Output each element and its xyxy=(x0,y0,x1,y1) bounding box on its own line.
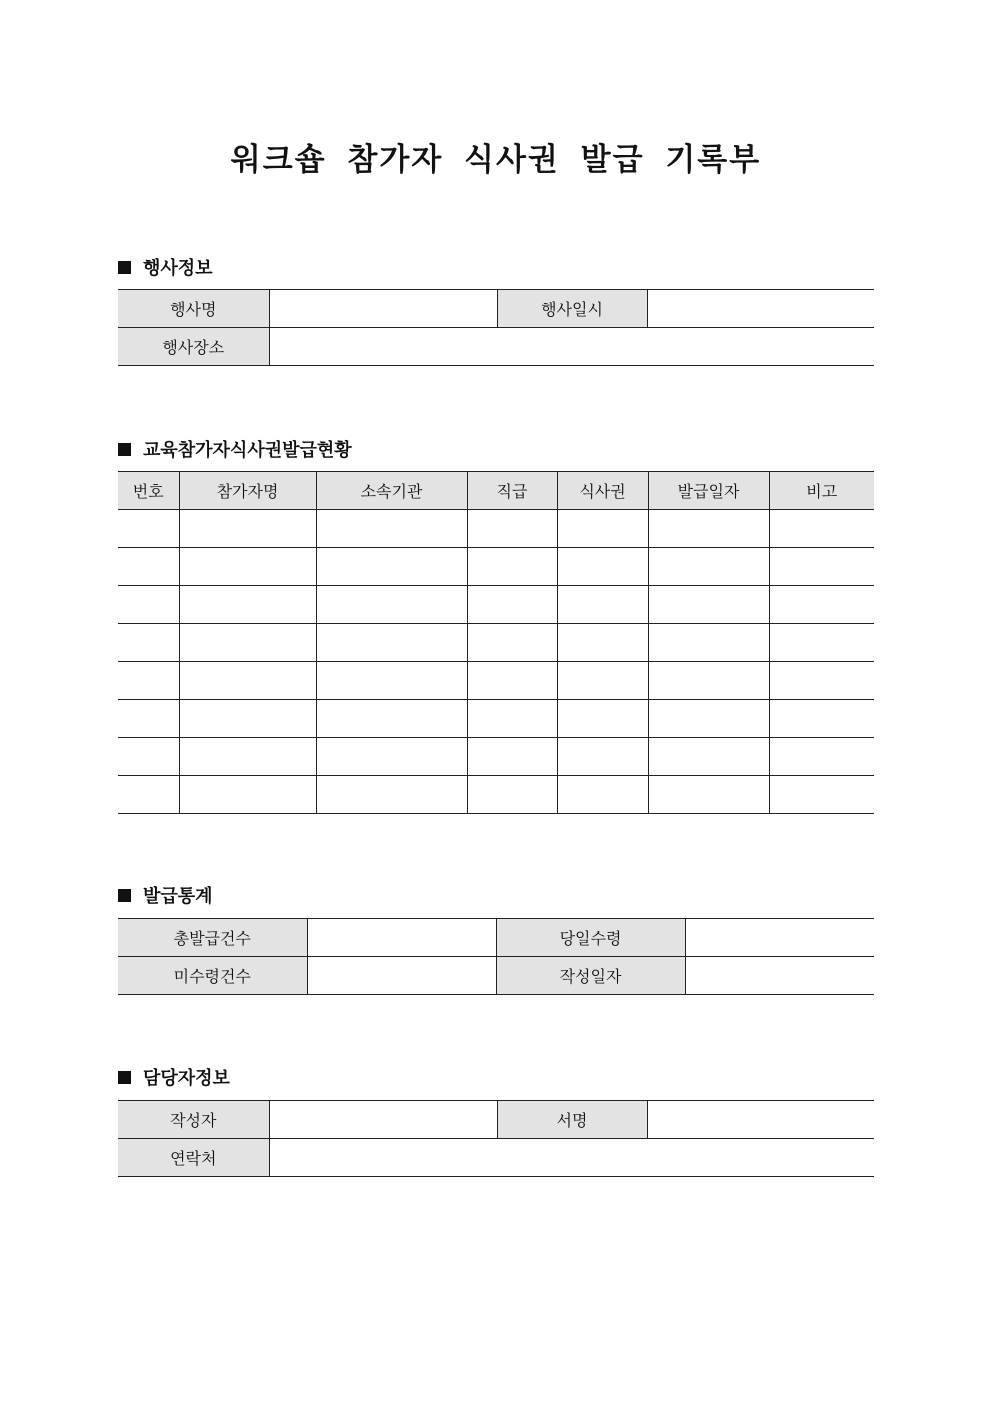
cell-participant-name[interactable] xyxy=(179,586,316,624)
section-heading-label: 발급통계 xyxy=(143,886,213,907)
column-header-participant-name: 참가자명 xyxy=(179,472,316,510)
cell-rank[interactable] xyxy=(467,662,557,700)
cell-participant-name[interactable] xyxy=(179,776,316,814)
page-title: 워크숍 참가자 식사권 발급 기록부 xyxy=(230,142,762,178)
cell-meal-ticket[interactable] xyxy=(557,776,648,814)
author-label: 작성자 xyxy=(118,1101,269,1139)
cell-number[interactable] xyxy=(118,548,179,586)
cell-number[interactable] xyxy=(118,662,179,700)
column-header-issue-date: 발급일자 xyxy=(648,472,769,510)
event-info-table xyxy=(118,289,874,366)
cell-number[interactable] xyxy=(118,776,179,814)
column-header-organization: 소속기관 xyxy=(316,472,467,510)
cell-remarks[interactable] xyxy=(769,548,874,586)
cell-remarks[interactable] xyxy=(769,662,874,700)
section-heading-issuance-status xyxy=(118,436,352,462)
author-field[interactable] xyxy=(269,1101,497,1139)
square-bullet-icon xyxy=(118,443,131,456)
cell-organization[interactable] xyxy=(316,662,467,700)
signature-field[interactable] xyxy=(647,1101,874,1139)
event-place-label: 행사장소 xyxy=(118,328,269,366)
section-heading-manager-info xyxy=(118,1064,230,1090)
event-datetime-label: 행사일시 xyxy=(497,290,647,328)
event-datetime-field[interactable] xyxy=(647,290,874,328)
cell-issue-date[interactable] xyxy=(648,624,769,662)
column-header-rank: 직급 xyxy=(467,472,557,510)
table-row xyxy=(118,510,874,548)
cell-number[interactable] xyxy=(118,700,179,738)
section-heading-statistics xyxy=(118,882,213,908)
cell-issue-date[interactable] xyxy=(648,700,769,738)
total-issued-field[interactable] xyxy=(307,919,496,957)
cell-remarks[interactable] xyxy=(769,776,874,814)
written-date-label: 작성일자 xyxy=(496,957,685,995)
cell-number[interactable] xyxy=(118,510,179,548)
cell-participant-name[interactable] xyxy=(179,624,316,662)
sameday-received-field[interactable] xyxy=(685,919,874,957)
section-heading-event-info xyxy=(118,254,213,280)
table-row xyxy=(118,738,874,776)
cell-meal-ticket[interactable] xyxy=(557,624,648,662)
square-bullet-icon xyxy=(118,1071,131,1084)
cell-number[interactable] xyxy=(118,624,179,662)
table-row xyxy=(118,662,874,700)
event-place-field[interactable] xyxy=(269,328,874,366)
section-heading-label: 교육참가자식사권발급현황 xyxy=(143,440,352,461)
cell-participant-name[interactable] xyxy=(179,510,316,548)
cell-issue-date[interactable] xyxy=(648,510,769,548)
cell-issue-date[interactable] xyxy=(648,548,769,586)
column-header-number: 번호 xyxy=(118,472,179,510)
unreceived-count-label: 미수령건수 xyxy=(118,957,307,995)
table-row xyxy=(118,548,874,586)
cell-meal-ticket[interactable] xyxy=(557,662,648,700)
total-issued-label: 총발급건수 xyxy=(118,919,307,957)
cell-organization[interactable] xyxy=(316,776,467,814)
square-bullet-icon xyxy=(118,889,131,902)
cell-meal-ticket[interactable] xyxy=(557,548,648,586)
cell-organization[interactable] xyxy=(316,548,467,586)
cell-rank[interactable] xyxy=(467,510,557,548)
signature-label: 서명 xyxy=(497,1101,647,1139)
sameday-received-label: 당일수령 xyxy=(496,919,685,957)
cell-rank[interactable] xyxy=(467,624,557,662)
contact-label: 연락처 xyxy=(118,1139,269,1177)
cell-number[interactable] xyxy=(118,586,179,624)
event-name-label: 행사명 xyxy=(118,290,269,328)
cell-issue-date[interactable] xyxy=(648,662,769,700)
written-date-field[interactable] xyxy=(685,957,874,995)
cell-participant-name[interactable] xyxy=(179,548,316,586)
cell-issue-date[interactable] xyxy=(648,586,769,624)
section-heading-label: 담당자정보 xyxy=(143,1068,230,1089)
cell-participant-name[interactable] xyxy=(179,738,316,776)
table-row xyxy=(118,700,874,738)
section-heading-label: 행사정보 xyxy=(143,258,213,279)
cell-remarks[interactable] xyxy=(769,624,874,662)
cell-issue-date[interactable] xyxy=(648,738,769,776)
cell-remarks[interactable] xyxy=(769,700,874,738)
unreceived-count-field[interactable] xyxy=(307,957,496,995)
statistics-table xyxy=(118,918,874,995)
cell-meal-ticket[interactable] xyxy=(557,700,648,738)
cell-rank[interactable] xyxy=(467,738,557,776)
cell-rank[interactable] xyxy=(467,700,557,738)
cell-organization[interactable] xyxy=(316,586,467,624)
cell-meal-ticket[interactable] xyxy=(557,510,648,548)
cell-meal-ticket[interactable] xyxy=(557,738,648,776)
cell-remarks[interactable] xyxy=(769,510,874,548)
cell-remarks[interactable] xyxy=(769,586,874,624)
cell-number[interactable] xyxy=(118,738,179,776)
cell-organization[interactable] xyxy=(316,510,467,548)
manager-info-table xyxy=(118,1100,874,1177)
cell-rank[interactable] xyxy=(467,586,557,624)
column-header-remarks: 비고 xyxy=(769,472,874,510)
cell-organization[interactable] xyxy=(316,624,467,662)
cell-rank[interactable] xyxy=(467,776,557,814)
cell-participant-name[interactable] xyxy=(179,662,316,700)
cell-meal-ticket[interactable] xyxy=(557,586,648,624)
table-row xyxy=(118,776,874,814)
event-name-field[interactable] xyxy=(269,290,497,328)
cell-issue-date[interactable] xyxy=(648,776,769,814)
contact-field[interactable] xyxy=(269,1139,874,1177)
square-bullet-icon xyxy=(118,261,131,274)
cell-remarks[interactable] xyxy=(769,738,874,776)
cell-rank[interactable] xyxy=(467,548,557,586)
column-header-meal-ticket: 식사권 xyxy=(557,472,648,510)
cell-organization[interactable] xyxy=(316,738,467,776)
cell-organization[interactable] xyxy=(316,700,467,738)
issuance-status-table xyxy=(118,471,874,814)
table-row xyxy=(118,586,874,624)
cell-participant-name[interactable] xyxy=(179,700,316,738)
table-row xyxy=(118,624,874,662)
